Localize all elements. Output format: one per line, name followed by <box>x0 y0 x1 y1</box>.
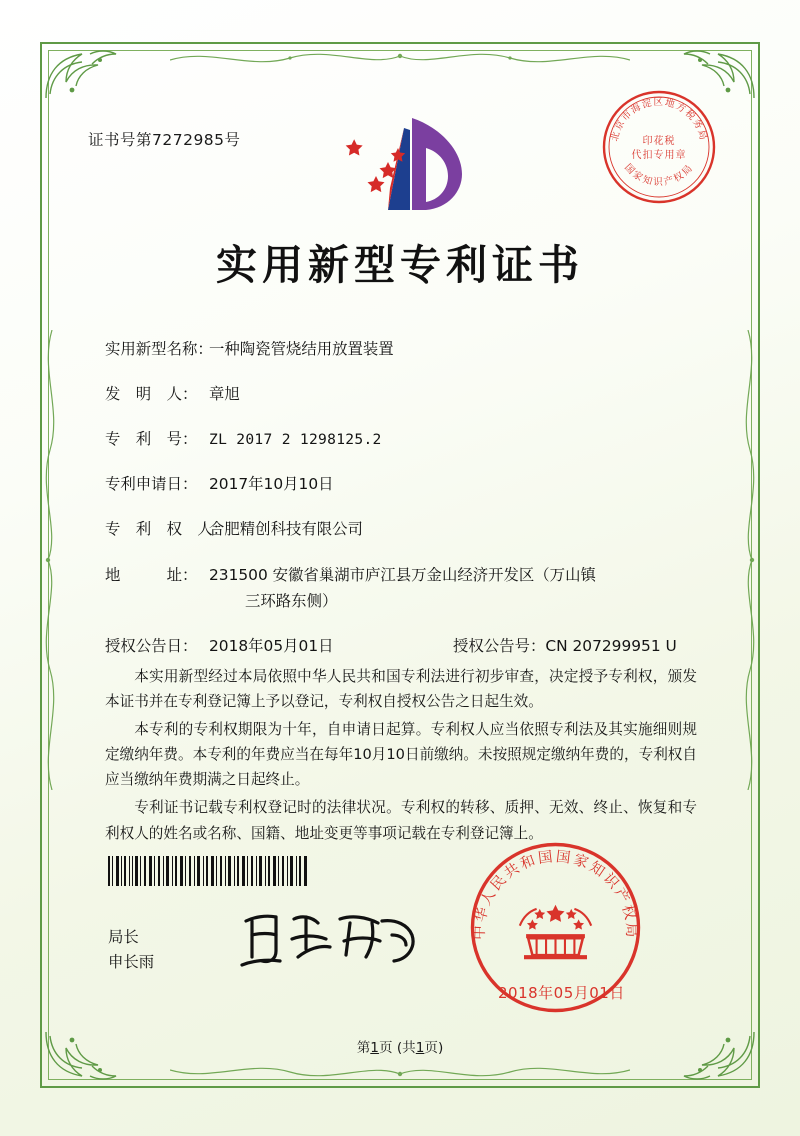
tax-stamp-seal <box>600 88 718 206</box>
page-mid: 页 (共 <box>378 1040 416 1056</box>
field-label: 发 明 人： <box>105 385 198 404</box>
legal-paragraphs <box>105 664 697 849</box>
field-value: 一种陶瓷管烧结用放置装置 <box>209 340 394 358</box>
field-value: 231500 安徽省巢湖市庐江县万金山经济开发区（万山镇 <box>209 565 596 584</box>
field-label: 实用新型名称： <box>105 340 213 358</box>
page-suffix: 页) <box>424 1040 444 1056</box>
director-name: 申长雨 <box>108 953 155 972</box>
certificate-number: 证书号第7272985号 <box>88 131 241 149</box>
certificate-fields <box>105 338 705 680</box>
announcement-date-value: 2018年05月01日 <box>209 636 334 655</box>
field-application-date <box>105 473 705 496</box>
field-utility-model-name <box>105 338 705 361</box>
field-label: 地 址： <box>105 565 198 584</box>
barcode <box>108 856 308 886</box>
page-total: 1 <box>415 1040 425 1056</box>
director-block <box>108 925 154 976</box>
cnipa-logo-icon <box>340 110 470 220</box>
announcement-number-label: 授权公告号： <box>453 636 546 655</box>
svg-text:中华人民共和国国家知识产权局: 中华人民共和国国家知识产权局 <box>471 849 640 941</box>
field-value: 2017年10月10日 <box>209 475 334 494</box>
handwritten-signature <box>232 905 422 977</box>
field-inventor <box>105 383 705 406</box>
field-announcement <box>105 635 705 658</box>
page-current: 1 <box>370 1040 379 1056</box>
field-patent-number <box>105 428 705 451</box>
svg-text:国家知识产权局: 国家知识产权局 <box>622 162 696 189</box>
field-value: ZL 2017 2 1298125.2 <box>209 431 382 449</box>
field-label: 专 利 权 人： <box>105 520 229 539</box>
paragraph: 本专利的专利权期限为十年，自申请日起算。专利权人应当依照专利法及其实施细则规定缴纳年费。本专利的年费应当在每年10月10日前缴纳。未按照规定缴纳年费的，专利权自应当缴纳年费期满之日起终止。 <box>105 721 697 789</box>
field-address <box>105 564 705 613</box>
announcement-number-value: CN 207299951 U <box>545 636 677 655</box>
page-prefix: 第 <box>356 1040 371 1056</box>
director-title: 局长 <box>108 928 139 946</box>
svg-text:印花税: 印花税 <box>642 136 676 147</box>
page-footer <box>0 1036 800 1056</box>
announcement-date-label: 授权公告日： <box>105 636 198 655</box>
page-title: 实用新型专利证书 <box>216 241 584 289</box>
field-value: 章旭 <box>209 385 240 404</box>
svg-text:代扣专用章: 代扣专用章 <box>631 150 687 161</box>
svg-text:北京市海淀区地方税务局: 北京市海淀区地方税务局 <box>609 97 709 143</box>
field-value: 合肥精创科技有限公司 <box>209 520 363 539</box>
paragraph: 专利证书记载专利权登记时的法律状况。专利权的转移、质押、无效、终止、恢复和专利权人的姓名或名称、国籍、地址变更等事项记载在专利登记簿上。 <box>105 799 697 842</box>
field-value-line2: 三环路东侧） <box>245 591 338 610</box>
field-patentee <box>105 518 705 541</box>
seal-date: 2018年05月01日 <box>498 984 625 1002</box>
paragraph: 本实用新型经过本局依照中华人民共和国专利法进行初步审查，决定授予专利权，颁发本证书并在专利登记簿上予以登记，专利权自授权公告之日起生效。 <box>105 668 697 711</box>
field-label: 专利申请日： <box>105 475 198 494</box>
field-label: 专 利 号： <box>105 430 198 449</box>
announcement-number-group <box>453 635 677 658</box>
